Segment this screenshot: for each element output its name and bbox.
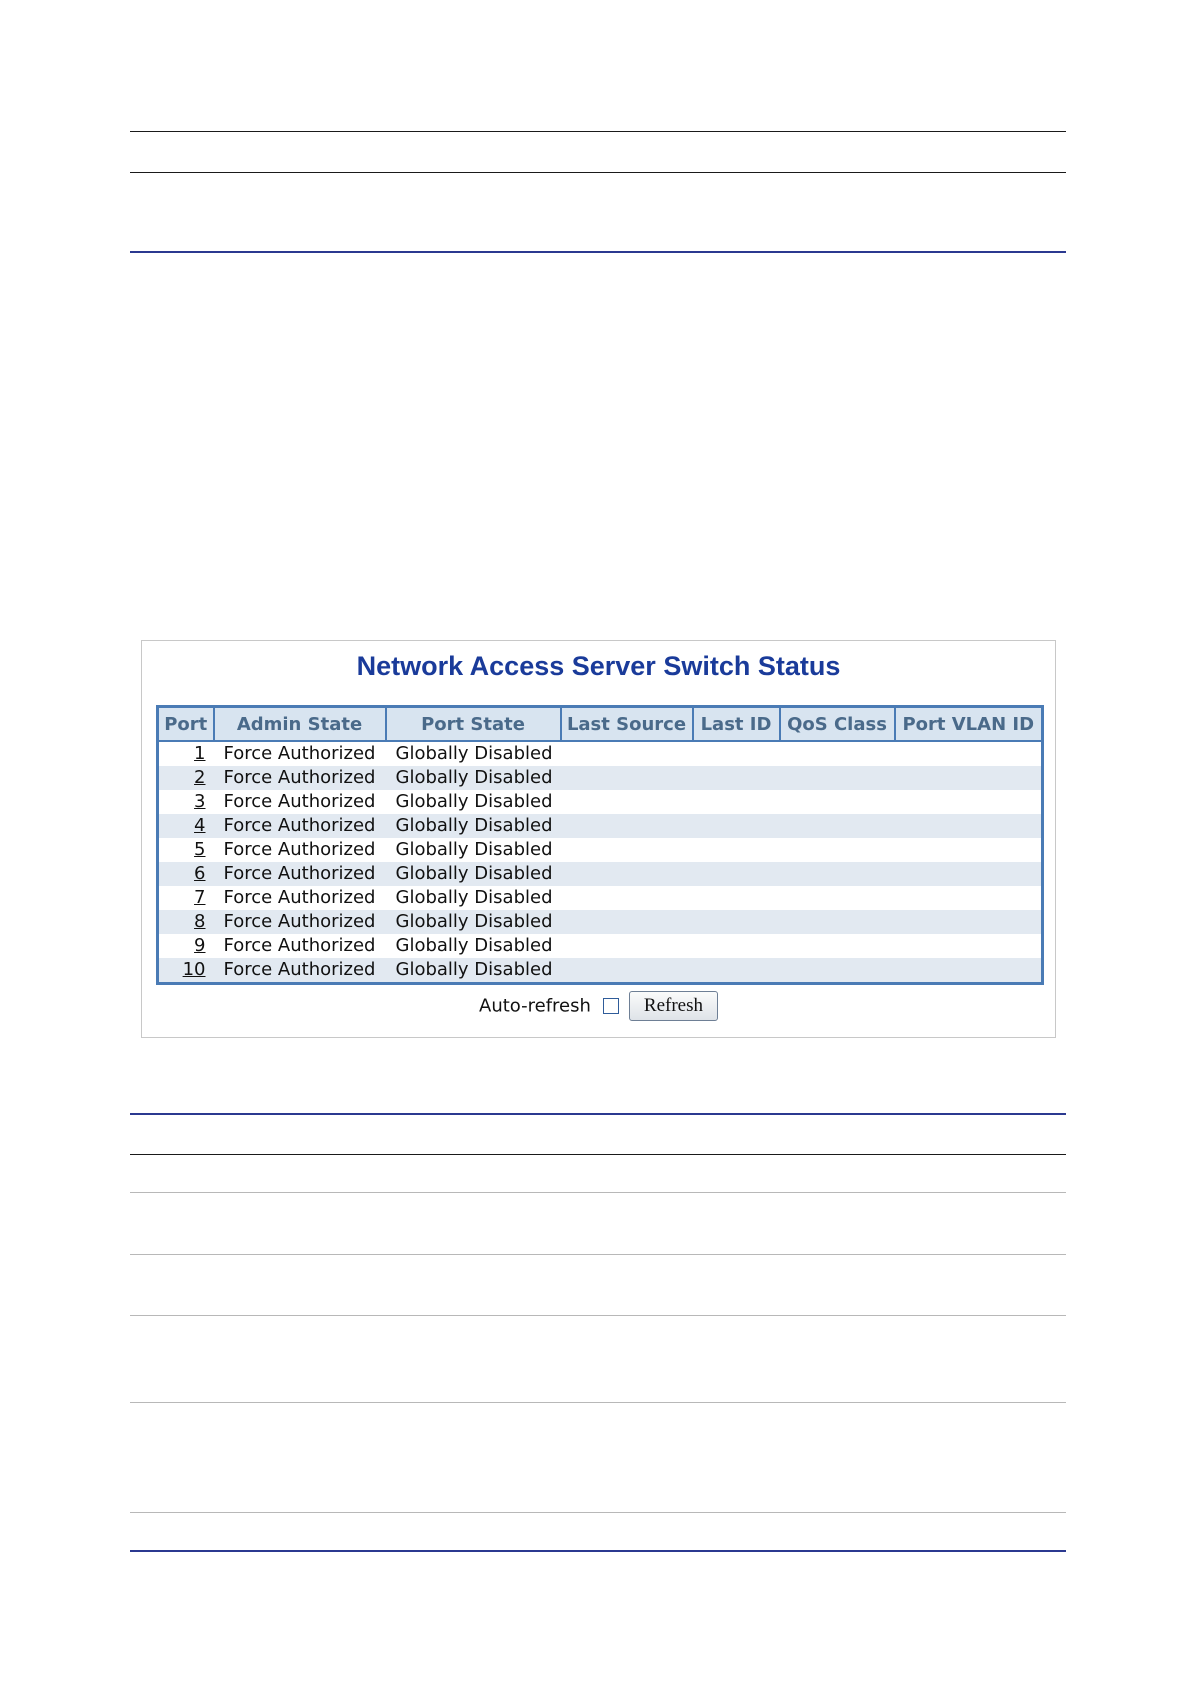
port-state-cell: Globally Disabled [386,910,561,934]
qos-class-cell [780,766,895,790]
last-id-cell [693,934,780,958]
last-id-cell [693,766,780,790]
nas-status-screenshot [141,640,1056,1038]
port-vlan-id-cell [895,958,1043,984]
port-vlan-id-cell [895,838,1043,862]
port-vlan-id-cell [895,934,1043,958]
last-source-cell [561,886,693,910]
column-header: QoS Class [780,707,895,742]
qos-class-cell [780,886,895,910]
last-id-cell [693,910,780,934]
column-header: Last Source [561,707,693,742]
last-source-cell [561,862,693,886]
last-source-cell [561,958,693,984]
port-state-cell: Globally Disabled [386,814,561,838]
last-source-cell [561,741,693,766]
port-state-cell: Globally Disabled [386,838,561,862]
port-cell [158,838,214,862]
qos-class-cell [780,862,895,886]
page-rule-bottom-6 [130,1402,1066,1403]
port-state-cell: Globally Disabled [386,886,561,910]
admin-state-cell: Force Authorized [214,814,386,838]
port-link[interactable]: 8 [194,911,206,932]
admin-state-cell: Force Authorized [214,862,386,886]
page-rule-top-1 [130,131,1066,132]
page-rule-top-2 [130,172,1066,173]
port-state-cell: Globally Disabled [386,790,561,814]
last-id-cell [693,838,780,862]
port-link[interactable]: 4 [194,815,206,836]
port-vlan-id-cell [895,862,1043,886]
page-rule-bottom-4 [130,1254,1066,1255]
port-link[interactable]: 5 [194,839,206,860]
admin-state-cell: Force Authorized [214,838,386,862]
admin-state-cell: Force Authorized [214,790,386,814]
table-row [158,862,1043,886]
last-source-cell [561,790,693,814]
status-title: Network Access Server Switch Status [356,651,841,681]
column-header: Port VLAN ID [895,707,1043,742]
table-row [158,958,1043,984]
table-row [158,910,1043,934]
port-link[interactable]: 7 [194,887,206,908]
port-vlan-id-cell [895,741,1043,766]
page-rule-bottom-1 [130,1113,1066,1115]
port-vlan-id-cell [895,790,1043,814]
table-row [158,766,1043,790]
port-cell [158,862,214,886]
port-link[interactable]: 1 [194,743,206,764]
page-rule-bottom-5 [130,1315,1066,1316]
page-rule-top-3 [130,251,1066,253]
port-vlan-id-cell [895,766,1043,790]
admin-state-cell: Force Authorized [214,910,386,934]
port-cell [158,766,214,790]
table-row [158,838,1043,862]
table-row [158,741,1043,766]
port-cell [158,910,214,934]
last-source-cell [561,766,693,790]
port-link[interactable]: 9 [194,935,206,956]
port-state-cell: Globally Disabled [386,934,561,958]
last-id-cell [693,814,780,838]
qos-class-cell [780,741,895,766]
admin-state-cell: Force Authorized [214,766,386,790]
last-id-cell [693,741,780,766]
qos-class-cell [780,934,895,958]
auto-refresh-label: Auto-refresh [479,995,591,1017]
admin-state-cell: Force Authorized [214,958,386,984]
page-rule-bottom-7 [130,1512,1066,1513]
port-link[interactable]: 3 [194,791,206,812]
page-rule-bottom-8 [130,1550,1066,1552]
status-table [156,705,1044,985]
last-source-cell [561,910,693,934]
table-row [158,814,1043,838]
port-cell [158,886,214,910]
last-source-cell [561,838,693,862]
last-id-cell [693,886,780,910]
port-vlan-id-cell [895,814,1043,838]
port-cell [158,814,214,838]
last-id-cell [693,958,780,984]
port-link[interactable]: 2 [194,767,206,788]
table-row [158,934,1043,958]
qos-class-cell [780,910,895,934]
last-source-cell [561,814,693,838]
last-id-cell [693,790,780,814]
column-header: Port State [386,707,561,742]
page-rule-bottom-3 [130,1192,1066,1193]
port-state-cell: Globally Disabled [386,766,561,790]
last-source-cell [561,934,693,958]
port-cell [158,741,214,766]
port-state-cell: Globally Disabled [386,741,561,766]
refresh-controls [142,991,1055,1021]
port-state-cell: Globally Disabled [386,862,561,886]
qos-class-cell [780,814,895,838]
port-cell [158,958,214,984]
port-link[interactable]: 10 [182,959,206,980]
qos-class-cell [780,958,895,984]
table-header-row [158,707,1043,742]
port-cell [158,934,214,958]
qos-class-cell [780,838,895,862]
refresh-button[interactable]: Refresh [629,991,718,1021]
port-state-cell: Globally Disabled [386,958,561,984]
port-vlan-id-cell [895,910,1043,934]
admin-state-cell: Force Authorized [214,886,386,910]
column-header: Admin State [214,707,386,742]
admin-state-cell: Force Authorized [214,934,386,958]
auto-refresh-checkbox[interactable] [603,998,619,1014]
port-cell [158,790,214,814]
last-id-cell [693,862,780,886]
admin-state-cell: Force Authorized [214,741,386,766]
table-row [158,790,1043,814]
table-row [158,886,1043,910]
qos-class-cell [780,790,895,814]
column-header: Last ID [693,707,780,742]
column-header: Port [158,707,214,742]
port-vlan-id-cell [895,886,1043,910]
port-link[interactable]: 6 [194,863,206,884]
page-rule-bottom-2 [130,1154,1066,1155]
